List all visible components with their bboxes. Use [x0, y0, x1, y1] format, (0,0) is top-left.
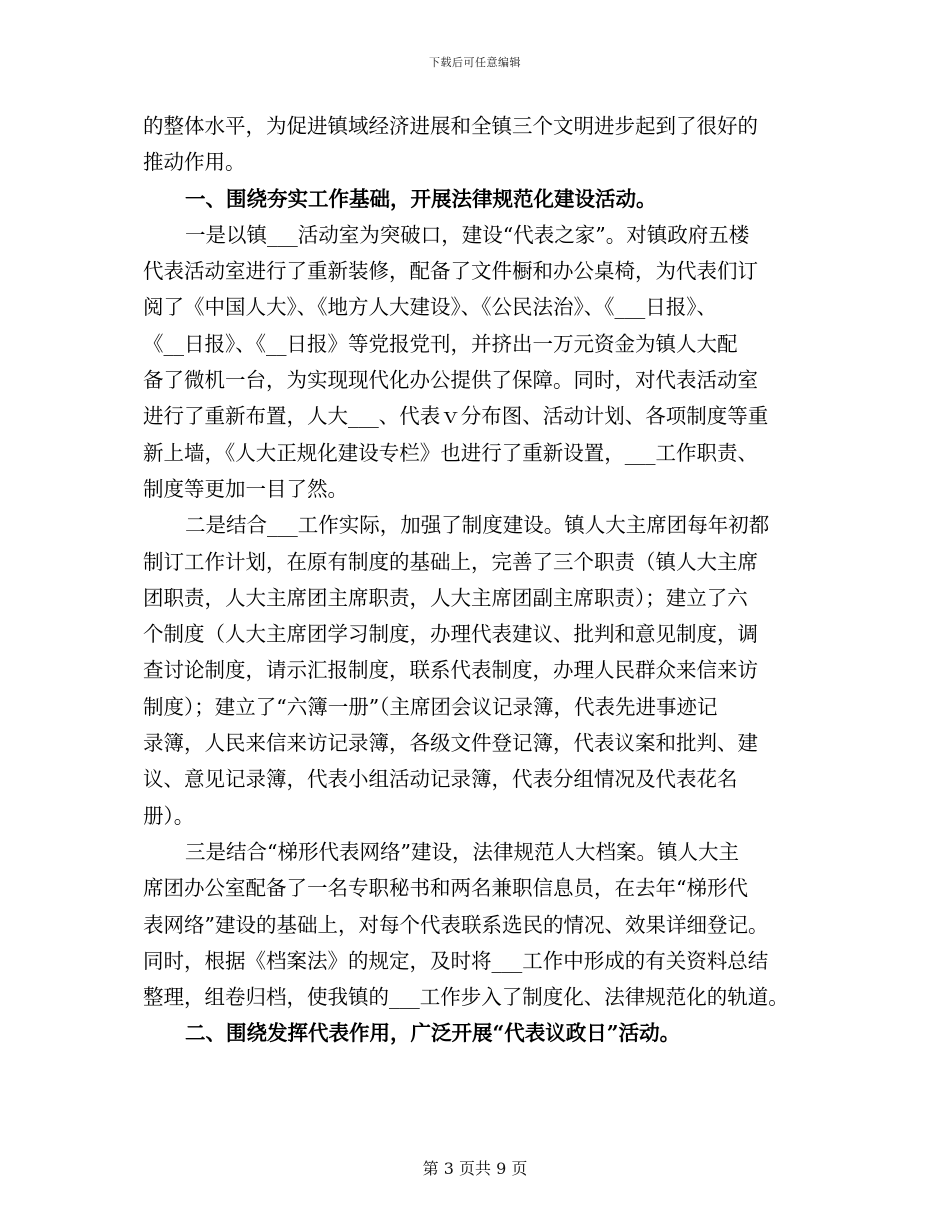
text-line: 整理，组卷归档，使我镇的___工作步入了制度化、法律规范化的轨道。: [143, 985, 789, 1010]
text-line: 制度）；建立了“六簿一册”（主席团会议记录簿，代表先进事迹记: [143, 694, 718, 719]
text-line: 推动作用。: [143, 150, 246, 175]
section-heading: 一、围绕夯实工作基础，开展法律规范化建设活动。: [185, 186, 657, 211]
page-header: 下载后可任意编辑: [429, 56, 521, 69]
text-line: 录簿，人民来信来访记录簿，各级文件登记簿，代表议案和批判、建: [143, 731, 758, 756]
text-line: 进行了重新布置，人大___、代表ｖ分布图、活动计划、各项制度等重: [143, 404, 769, 429]
text-line: 个制度（人大主席团学习制度，办理代表建议、批判和意见制度，调: [143, 622, 758, 647]
text-line: 备了微机一台，为实现现代化办公提供了保障。同时，对代表活动室: [143, 368, 758, 393]
text-line: 的整体水平，为促进镇域经济进展和全镇三个文明进步起到了很好的: [143, 114, 758, 138]
document-body: [143, 108, 815, 1052]
text-line: 制订工作计划，在原有制度的基础上，完善了三个职责（镇人大主席: [143, 549, 758, 574]
text-line: 新上墙，《人大正规化建设专栏》也进行了重新设置，___工作职责、: [143, 440, 758, 465]
text-line: 同时，根据《档案法》的规定，及时将___工作中形成的有关资料总结: [143, 948, 769, 973]
text-line: 代表活动室进行了重新装修，配备了文件橱和办公桌椅，为代表们订: [143, 259, 758, 284]
text-line: 查讨论制度，请示汇报制度，联系代表制度，办理人民群众来信来访: [143, 658, 758, 683]
text-line: 制度等更加一目了然。: [143, 476, 348, 501]
text-line: 一是以镇___活动室为突破口，建设“代表之家”。对镇政府五楼: [185, 222, 750, 247]
section-heading: 二、围绕发挥代表作用，广泛开展“代表议政日”活动。: [185, 1021, 681, 1046]
text-line: 席团办公室配备了一名专职秘书和两名兼职信息员，在去年“梯形代: [143, 876, 748, 901]
text-line: 团职责，人大主席团主席职责，人大主席团副主席职责）；建立了六: [143, 585, 748, 610]
page-footer: 第 3 页共 9 页: [422, 1159, 528, 1178]
text-line: 表网络”建设的基础上，对每个代表联系选民的情况、效果详细登记。: [143, 912, 769, 937]
text-line: 二是结合___工作实际，加强了制度建设。镇人大主席团每年初都: [185, 513, 770, 538]
text-line: 《__日报》、《__日报》等党报党刊，并挤出一万元资金为镇人大配: [143, 331, 738, 356]
text-line: 册）。: [143, 803, 195, 828]
text-line: 阅了《中国人大》、《地方人大建设》、《公民法治》、《___日报》、: [143, 295, 717, 320]
text-line: 议、意见记录簿，代表小组活动记录簿，代表分组情况及代表花名: [143, 767, 738, 792]
text-line: 三是结合“梯形代表网络”建设，法律规范人大档案。镇人大主: [185, 839, 739, 864]
